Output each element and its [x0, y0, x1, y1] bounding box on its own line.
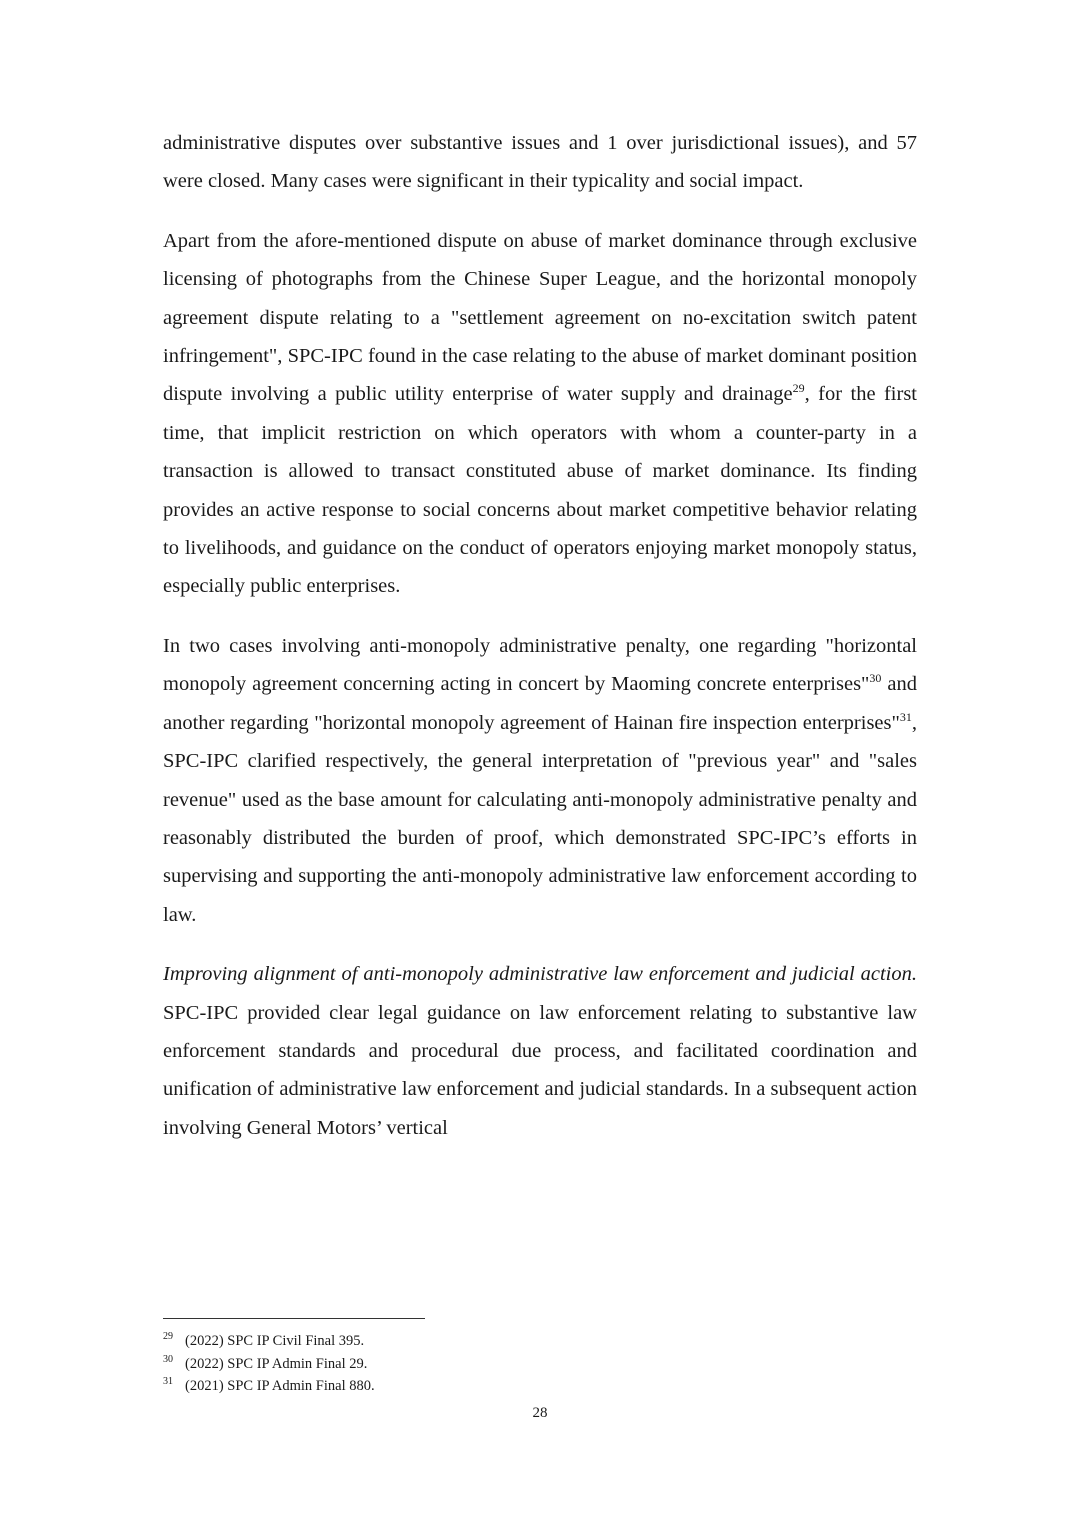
- paragraph-text: , for the first time, that implicit restriction on which operators with whom a counter-party in a transaction is allowed to transact constituted abuse of market dominance. Its finding provides an active response to social concerns about market competitive behavior relating to livelihoods, and guidance on the conduct of operators enjoying market monopoly status, especially public enterprises.: [163, 383, 917, 598]
- footnote-separator: [163, 1318, 425, 1319]
- footnote-text: (2022) SPC IP Admin Final 29.: [185, 1355, 368, 1372]
- footnote-text: (2022) SPC IP Civil Final 395.: [185, 1333, 365, 1349]
- footnote: 30 (2022) SPC IP Admin Final 29.: [163, 1353, 368, 1372]
- paragraph: [163, 627, 917, 934]
- paragraph-text: Apart from the afore-mentioned dispute on abuse of market dominance through exclusive licensing of photographs from the Chinese Super League, and the horizontal monopoly agreement dispute relating to a "settlement agreement on no-excitation switch patent infringement", SPC-IPC found in the case relating to the abuse of market dominant position dispute involving a public utility enterprise of water supply and drainage: [163, 229, 917, 406]
- paragraph-heading-italic: Improving alignment of anti-monopoly administrative law enforcement and judicial action.: [163, 963, 917, 986]
- paragraph: [163, 222, 917, 606]
- footnote: 31 (2021) SPC IP Admin Final 880.: [163, 1376, 375, 1394]
- footnotes: [163, 1330, 917, 1398]
- paragraph-text: administrative disputes over substantive issues and 1 over jurisdictional issues), and 57 were closed. Many cases were significant in their typicality and social impact.: [163, 132, 917, 193]
- page-body: [163, 124, 917, 1168]
- page-number: 28: [532, 1405, 548, 1421]
- paragraph: [163, 124, 917, 201]
- footnote-reference[interactable]: 29: [792, 381, 805, 396]
- paragraph: [163, 955, 917, 1147]
- paragraph-text: , SPC-IPC clarified respectively, the general interpretation of "previous year" and "sales revenue" used as the base amount for calculating anti-monopoly administrative penalty and reasonably distributed the burden of proof, which demonstrated SPC-IPC’s efforts in supervising and supporting the anti-monopoly administrative law enforcement according to law.: [163, 711, 917, 926]
- paragraph-text: SPC-IPC provided clear legal guidance on law enforcement relating to substantive law enforcement standards and procedural due process, and facilitated coordination and unification of administrative law enforcement and judicial standards. In a subsequent action involving General Motors’ vertical: [163, 1001, 917, 1139]
- paragraph-text: In two cases involving anti-monopoly administrative penalty, one regarding "horizontal monopoly agreement concerning acting in concert by Maoming concrete enterprises": [163, 634, 917, 696]
- footnote: 29 (2022) SPC IP Civil Final 395.: [163, 1331, 365, 1349]
- footnote-reference[interactable]: 31: [899, 709, 912, 724]
- footnote-text: (2021) SPC IP Admin Final 880.: [185, 1378, 375, 1394]
- footnote-reference[interactable]: 30: [869, 671, 882, 686]
- paragraph-text: and another regarding "horizontal monopoly agreement of Hainan fire inspection enterprises": [163, 673, 917, 734]
